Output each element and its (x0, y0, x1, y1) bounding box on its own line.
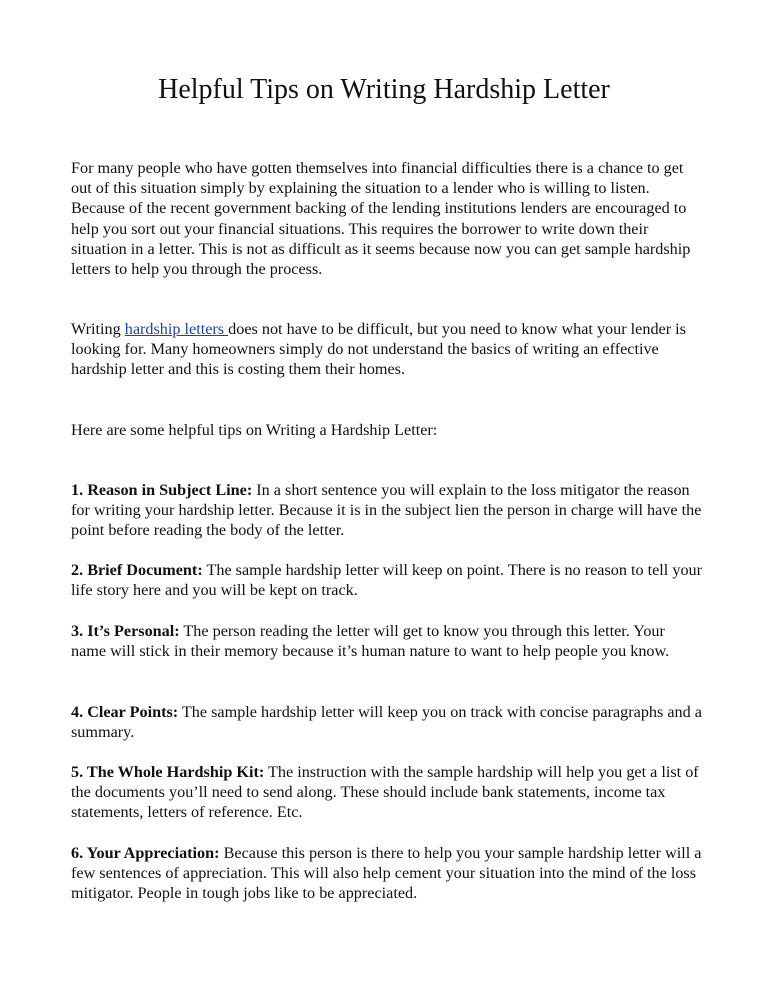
tip-your-appreciation (71, 843, 703, 904)
tip-heading: 2. Brief Document: (71, 561, 203, 579)
tip-text: Because this person is there to help you your sample hardship letter will a few sentences of appreciation. This will also help cement your situation into the mind of the loss mitigator. People in tough jobs like to be appreciated. (71, 844, 702, 903)
document-title: Helpful Tips on Writing Hardship Letter (158, 74, 610, 105)
tip-heading: 4. Clear Points: (71, 703, 179, 721)
tips-intro: Here are some helpful tips on Writing a Hardship Letter: (71, 421, 438, 439)
tip-heading: 6. Your Appreciation: (71, 844, 220, 862)
tip-text: The sample hardship letter will keep you on track with concise paragraphs and a summary. (71, 703, 702, 742)
tip-clear-points (71, 702, 703, 742)
paragraph-text-after-link: does not have to be difficult, but you need to know what your lender is looking for. Many homeowners simply do not understand the basics of writing an effective hardship letter and this is costing them their homes. (71, 320, 686, 379)
tip-brief-document (71, 560, 703, 600)
intro-paragraph: For many people who have gotten themselves into financial difficulties there is a chance to get out of this situation simply by explaining the situation to a lender who is willing to listen. Because of the recent government backing of the lending institutions lenders are encouraged to help you sort out your financial situations. This requires the borrower to write down their situation in a letter. This is not as difficult as it seems because now you can get sample hardship letters to help you through the process. (71, 159, 691, 279)
paragraph-text-before-link: Writing (71, 320, 125, 338)
tip-heading: 5. The Whole Hardship Kit: (71, 763, 265, 781)
tip-whole-hardship-kit (71, 762, 703, 823)
tip-text: The sample hardship letter will keep on point. There is no reason to tell your life story here and you will be kept on track. (71, 561, 703, 600)
tip-text: The instruction with the sample hardship will help you get a list of the documents you’ll need to send along. These should include bank statements, income tax statements, letters of reference. Etc. (71, 763, 699, 822)
hardship-letters-link[interactable]: hardship letters (124, 320, 229, 338)
tip-text: In a short sentence you will explain to the loss mitigator the reason for writing your hardship letter. Because it is in the subject lien the person in charge will have the point before reading the body of the letter. (71, 481, 702, 540)
tip-its-personal (71, 621, 703, 661)
tip-text: The person reading the letter will get to know you through this letter. Your name will stick in their memory because it’s human nature to want to help people you know. (71, 622, 670, 661)
tip-reason-in-subject-line (71, 480, 703, 541)
tip-heading: 3. It’s Personal: (71, 622, 180, 640)
paragraph-hardship-letters (71, 319, 703, 380)
tip-heading: 1. Reason in Subject Line: (71, 481, 253, 499)
